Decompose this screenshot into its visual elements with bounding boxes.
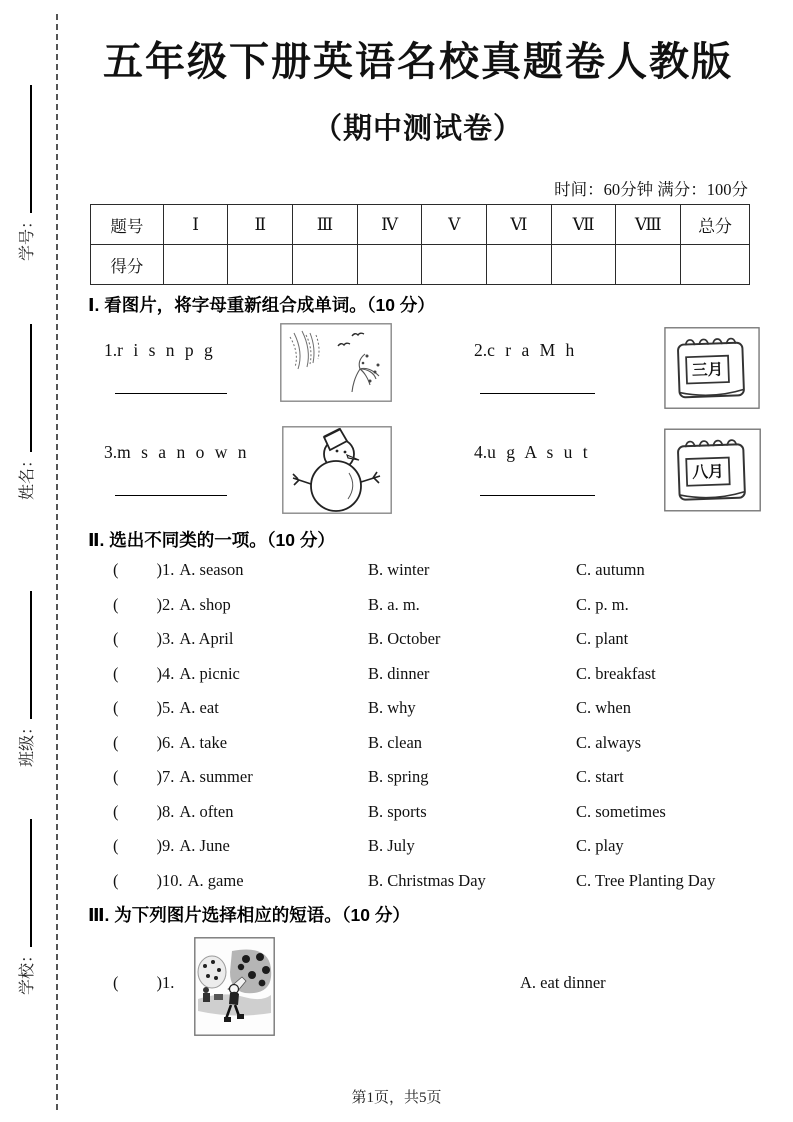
school-label: 学校： bbox=[19, 946, 36, 995]
score-table-col-6: Ⅵ bbox=[487, 205, 552, 245]
answer-bracket[interactable]: ( ) bbox=[113, 560, 162, 579]
score-cell[interactable] bbox=[422, 245, 487, 285]
question-number: 1. bbox=[162, 973, 175, 992]
score-table-col-7: Ⅶ bbox=[551, 205, 616, 245]
answer-blank-1[interactable] bbox=[115, 393, 227, 394]
option-c: C. always bbox=[576, 733, 642, 752]
question-number: 3. bbox=[162, 629, 175, 648]
student-id-blank[interactable] bbox=[26, 85, 32, 213]
item-number: 3. bbox=[104, 442, 118, 462]
option-c: C. p. m. bbox=[576, 595, 629, 614]
option-b: B. a. m. bbox=[368, 595, 420, 614]
answer-bracket[interactable]: ( ) bbox=[113, 871, 162, 890]
option-c: C. breakfast bbox=[576, 664, 656, 683]
seal-field-class bbox=[14, 567, 36, 767]
section1-item-2 bbox=[474, 340, 577, 361]
option-a: A. game bbox=[187, 871, 244, 890]
option-a: A. summer bbox=[179, 767, 253, 786]
answer-blank-2[interactable] bbox=[480, 393, 595, 394]
option-a: A. take bbox=[179, 733, 228, 752]
option-c: C. when bbox=[576, 698, 631, 717]
section1-heading: Ⅰ. 看图片，将字母重新组合成单词。（10 分） bbox=[88, 295, 435, 315]
calendar-august-picture bbox=[664, 428, 761, 512]
answer-bracket[interactable]: ( ) bbox=[113, 802, 162, 821]
item-number: 2. bbox=[474, 340, 488, 360]
time-and-score-info: 时间：60分钟 满分：100分 bbox=[554, 180, 748, 199]
option-b: B. spring bbox=[368, 767, 429, 786]
scrambled-letters: u g A s u t bbox=[487, 442, 591, 462]
score-table-col-3: Ⅲ bbox=[293, 205, 358, 245]
question-row-9 bbox=[113, 836, 758, 856]
question-row-5 bbox=[113, 698, 758, 718]
item-number: 4. bbox=[474, 442, 488, 462]
option-c: C. plant bbox=[576, 629, 629, 648]
question-number: 7. bbox=[162, 767, 175, 786]
question-row-2 bbox=[113, 595, 758, 615]
score-cell[interactable] bbox=[551, 245, 616, 285]
score-table-col-1: Ⅰ bbox=[163, 205, 228, 245]
option-a: A. often bbox=[179, 802, 234, 821]
score-cell[interactable] bbox=[163, 245, 228, 285]
calendar-month-label: 八月 bbox=[691, 463, 725, 482]
option-a: A. eat bbox=[179, 698, 219, 717]
option-b: B. why bbox=[368, 698, 416, 717]
question-row-1 bbox=[113, 560, 758, 580]
option-b: B. July bbox=[368, 836, 415, 855]
option-a: A. eat dinner bbox=[520, 973, 606, 992]
section1-item-4 bbox=[474, 442, 591, 463]
score-table-col-8: Ⅷ bbox=[616, 205, 681, 245]
score-table-col-5: Ⅴ bbox=[422, 205, 487, 245]
score-cell[interactable] bbox=[293, 245, 358, 285]
question-row-8 bbox=[113, 802, 758, 822]
question-row-3 bbox=[113, 629, 758, 649]
question-number: 4. bbox=[162, 664, 175, 683]
section2-heading: Ⅱ. 选出不同类的一项。（10 分） bbox=[88, 530, 335, 550]
answer-bracket[interactable]: ( ) bbox=[113, 595, 162, 614]
answer-bracket[interactable]: ( ) bbox=[113, 973, 162, 992]
score-cell-total[interactable] bbox=[681, 245, 750, 285]
children-picking-apples-picture bbox=[194, 937, 275, 1036]
item-number: 1. bbox=[104, 340, 118, 360]
snowman-picture bbox=[282, 426, 392, 514]
question-number: 8. bbox=[162, 802, 175, 821]
exam-subtitle: （期中测试卷） bbox=[312, 113, 523, 145]
option-a: A. season bbox=[179, 560, 244, 579]
option-a: A. June bbox=[179, 836, 230, 855]
class-label: 班级： bbox=[19, 718, 36, 767]
question-number: 1. bbox=[162, 560, 175, 579]
answer-bracket[interactable]: ( ) bbox=[113, 836, 162, 855]
option-c: C. autumn bbox=[576, 560, 645, 579]
score-table bbox=[90, 204, 750, 285]
score-cell[interactable] bbox=[228, 245, 293, 285]
seal-dashed-line bbox=[56, 14, 58, 1110]
option-b: B. clean bbox=[368, 733, 423, 752]
answer-blank-4[interactable] bbox=[480, 495, 595, 496]
option-c: C. Tree Planting Day bbox=[576, 871, 716, 890]
answer-bracket[interactable]: ( ) bbox=[113, 698, 162, 717]
score-table-col-total: 总分 bbox=[681, 205, 750, 245]
option-b: B. dinner bbox=[368, 664, 430, 683]
option-c: C. play bbox=[576, 836, 624, 855]
option-b: B. October bbox=[368, 629, 441, 648]
score-cell[interactable] bbox=[357, 245, 422, 285]
question-number: 10. bbox=[162, 871, 183, 890]
answer-bracket[interactable]: ( ) bbox=[113, 664, 162, 683]
spring-willow-birds-picture bbox=[280, 323, 392, 402]
question-row-10 bbox=[113, 871, 758, 891]
question-number: 2. bbox=[162, 595, 175, 614]
option-c: C. sometimes bbox=[576, 802, 666, 821]
scrambled-letters: m s a n o w n bbox=[117, 442, 250, 462]
question-number: 9. bbox=[162, 836, 175, 855]
section1-item-1 bbox=[104, 340, 216, 361]
section3-heading: Ⅲ. 为下列图片选择相应的短语。（10 分） bbox=[88, 905, 410, 925]
option-b: B. sports bbox=[368, 802, 427, 821]
school-blank[interactable] bbox=[26, 819, 32, 947]
option-c: C. start bbox=[576, 767, 624, 786]
scrambled-letters: c r a M h bbox=[487, 340, 578, 360]
seal-field-student-id bbox=[14, 61, 36, 261]
student-id-label: 学号： bbox=[19, 212, 36, 261]
score-table-header-label: 题号 bbox=[91, 205, 164, 245]
question-row-7 bbox=[113, 767, 758, 787]
score-table-col-4: Ⅳ bbox=[357, 205, 422, 245]
seal-field-school bbox=[14, 795, 36, 995]
page-footer: 第1页，共5页 bbox=[351, 1090, 442, 1106]
option-b: B. winter bbox=[368, 560, 430, 579]
score-cell[interactable] bbox=[487, 245, 552, 285]
section3-item-1 bbox=[113, 973, 174, 993]
answer-bracket[interactable]: ( ) bbox=[113, 767, 162, 786]
answer-bracket[interactable]: ( ) bbox=[113, 733, 162, 752]
option-a: A. shop bbox=[179, 595, 231, 614]
calendar-march-picture bbox=[663, 327, 761, 409]
option-a: A. picnic bbox=[179, 664, 240, 683]
answer-bracket[interactable]: ( ) bbox=[113, 629, 162, 648]
seal-field-name bbox=[14, 300, 36, 500]
answer-blank-3[interactable] bbox=[115, 495, 227, 496]
class-blank[interactable] bbox=[26, 591, 32, 719]
page-title: 五年级下册英语名校真题卷人教版 bbox=[103, 39, 733, 84]
score-cell[interactable] bbox=[616, 245, 681, 285]
name-label: 姓名： bbox=[19, 451, 36, 500]
question-number: 6. bbox=[162, 733, 175, 752]
option-a: A. April bbox=[179, 629, 234, 648]
question-row-4 bbox=[113, 664, 758, 684]
score-table-col-2: Ⅱ bbox=[228, 205, 293, 245]
question-number: 5. bbox=[162, 698, 175, 717]
option-b: B. Christmas Day bbox=[368, 871, 486, 890]
question-row-6 bbox=[113, 733, 758, 753]
name-blank[interactable] bbox=[26, 324, 32, 452]
calendar-month-label: 三月 bbox=[691, 361, 724, 380]
score-row-label: 得分 bbox=[91, 245, 164, 285]
scrambled-letters: r i s n p g bbox=[117, 340, 216, 360]
section1-item-3 bbox=[104, 442, 249, 463]
